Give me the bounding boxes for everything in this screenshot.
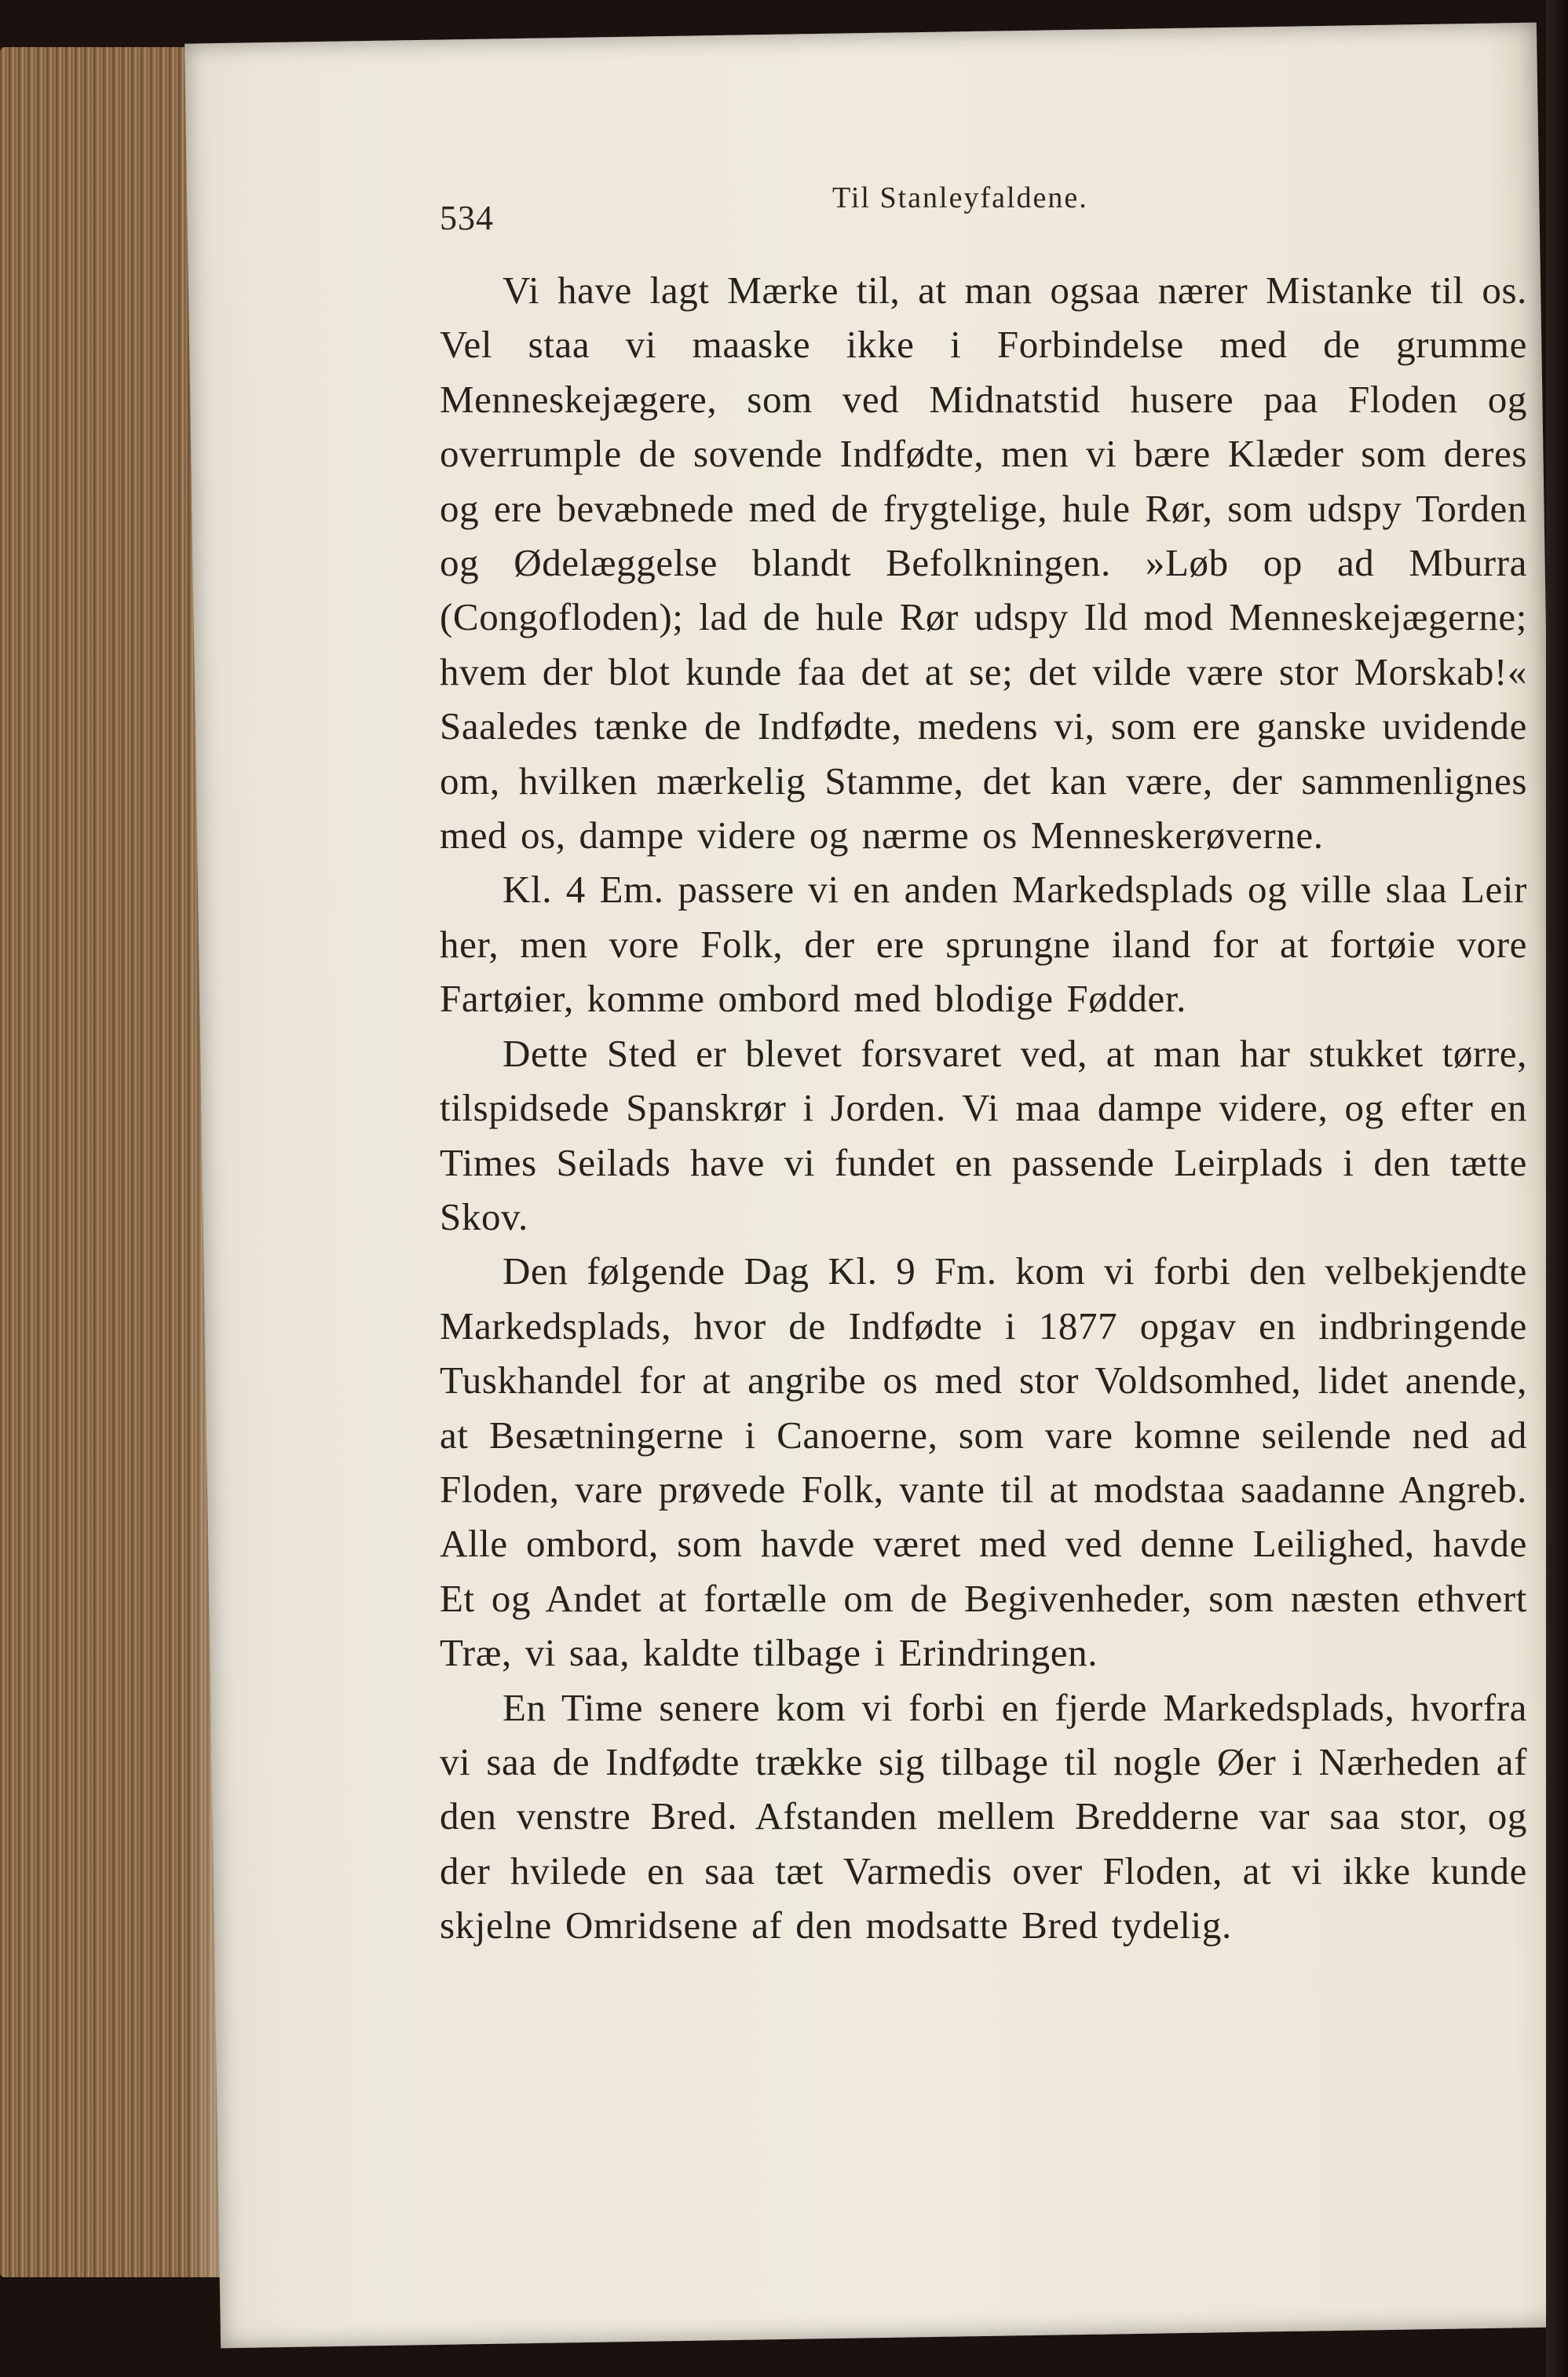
- paragraph: Dette Sted er blevet forsvaret ved, at man har stukket tørre, tilspidsede Spanskrør i Jorden. Vi maa dampe videre, og efter en Times Seilads have vi fundet en passende Leirplads i den tætte Skov.: [440, 1031, 1527, 1238]
- running-title: Til Stanleyfaldene.: [832, 181, 1088, 214]
- page-header: [236, 181, 1335, 251]
- paragraph: Den følgende Dag Kl. 9 Fm. kom vi forbi den velbekjendte Markedsplads, hvor de Indfødte i 1877 opgav en indbringende Tuskhandel for at angribe os med stor Voldsomhed, lidet anende, at Besætningerne i Canoerne, som vare komne seilende ned ad Floden, vare prøvede Folk, vante til at modstaa saadanne Angreb. Alle ombord, som havde været med ved denne Leilighed, havde Et og Andet at fortælle om de Begivenheder, som næsten ethvert Træ, vi saa, kaldte tilbage i Erindringen.: [440, 1249, 1527, 1675]
- paragraph: Vi have lagt Mærke til, at man ogsaa nærer Mistanke til os. Vel staa vi maaske ikke i Forbindelse med de grumme Menneskejægere, som ved Midnatstid husere paa Floden og overrumple de sovende Indfødte, men vi bære Klæder som deres og ere bevæbnede med de frygtelige, hule Rør, som udspy Torden og Ødelæggelse blandt Befolkningen. »Løb op ad Mburra (Congofloden); lad de hule Rør udspy Ild mod Menneskejægerne; hvem der blot kunde faa det at se; det vilde være stor Morskab!« Saaledes tænke de Indfødte, medens vi, som ere ganske uvidende om, hvilken mærkelig Stamme, det kan være, der sammenlignes med os, dampe videre og nærme os Menneskerøverne.: [440, 269, 1527, 858]
- paragraph: Kl. 4 Em. passere vi en anden Markedsplads og ville slaa Leir her, men vore Folk, der ere sprungne iland for at fortøie vore Fartøier, komme ombord med blodige Fødder.: [440, 868, 1527, 1021]
- facing-page-edge: [1546, 0, 1568, 2377]
- page-number: 534: [440, 199, 494, 237]
- paragraph: En Time senere kom vi forbi en fjerde Markedsplads, hvorfra vi saa de Indfødte trække sig tilbage til nogle Øer i Nærheden af den venstre Bred. Afstanden mellem Bredderne var saa stor, og der hvilede en saa tæt Varmedis over Floden, at vi ikke kunde skjelne Omridsene af den modsatte Bred tydelig.: [440, 1685, 1527, 1947]
- body-text: [440, 263, 1527, 1953]
